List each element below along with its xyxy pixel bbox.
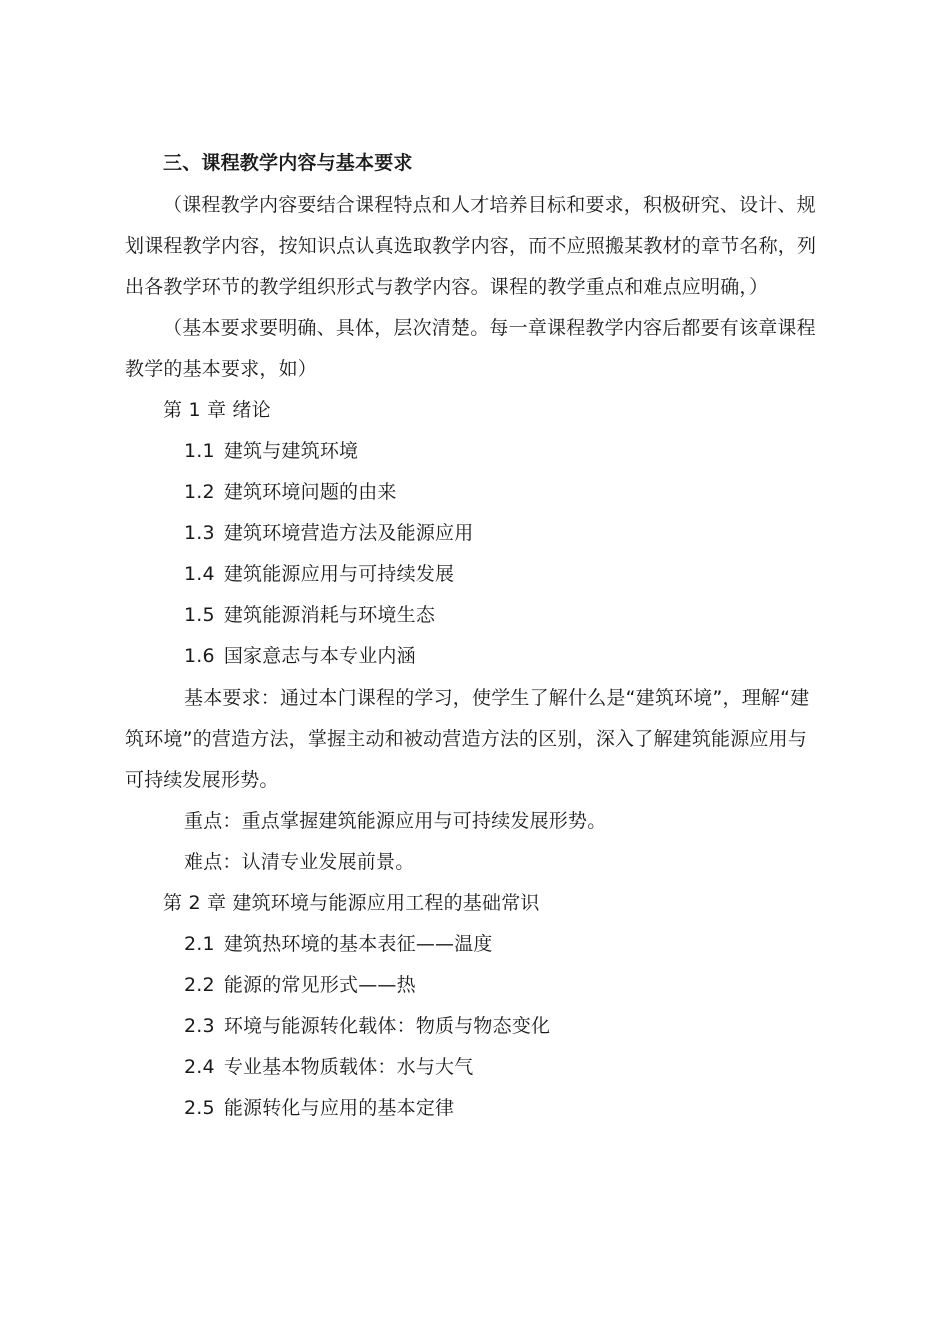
chapter-2-item [0,1011,950,1041]
item-text: 能源的常见形式——热 [223,974,416,996]
chapter-2-title: 第 2 章 建筑环境与能源应用工程的基础常识 [163,892,540,914]
chapter-1-item [0,477,950,507]
item-number: 2.2 [184,974,215,996]
chapter-1-item [0,641,950,671]
item-number: 2.3 [184,1015,215,1037]
item-number: 1.2 [184,481,215,503]
chapter-1-item [0,600,950,630]
item-text: 建筑环境问题的由来 [223,481,397,503]
chapter-1-key-point: 重点：重点掌握建筑能源应用与可持续发展形势。 [184,810,607,832]
item-number: 1.1 [184,440,215,462]
intro-line-3: 出各教学环节的教学组织形式与教学内容。课程的教学重点和难点应明确，） [125,276,769,298]
chapter-1-item [0,559,950,589]
item-number: 2.5 [184,1097,215,1119]
item-number: 1.3 [184,522,215,544]
item-text: 建筑与建筑环境 [223,440,359,462]
item-text: 国家意志与本专业内涵 [223,645,416,667]
item-text: 建筑能源应用与可持续发展 [223,563,455,585]
item-number: 2.4 [184,1056,215,1078]
chapter-2-item [0,1052,950,1082]
chapter-1-requirement-line-3: 可持续发展形势。 [125,769,279,791]
item-number: 2.1 [184,933,215,955]
item-text: 建筑环境营造方法及能源应用 [223,522,474,544]
item-text: 建筑能源消耗与环境生态 [223,604,436,626]
item-text: 专业基本物质载体：水与大气 [223,1056,474,1078]
requirement-note-line-1: （基本要求要明确、具体，层次清楚。每一章课程教学内容后都要有该章课程 [163,317,816,339]
intro-line-2: 划课程教学内容，按知识点认真选取教学内容，而不应照搬某教材的章节名称，列 [125,235,817,257]
item-number: 1.5 [184,604,215,626]
chapter-1-item [0,518,950,548]
item-number: 1.6 [184,645,215,667]
chapter-2-item [0,1093,950,1123]
intro-line-1: （课程教学内容要结合课程特点和人才培养目标和要求，积极研究、设计、规 [163,194,816,216]
item-text: 环境与能源转化载体：物质与物态变化 [223,1015,551,1037]
item-number: 1.4 [184,563,215,585]
chapter-2-item [0,929,950,959]
chapter-2-item [0,970,950,1000]
chapter-1-requirement-line-1: 基本要求：通过本门课程的学习，使学生了解什么是“建筑环境”，理解“建 [184,687,810,709]
chapter-1-requirement-line-2: 筑环境”的营造方法，掌握主动和被动营造方法的区别，深入了解建筑能源应用与 [125,728,808,750]
chapter-1-item [0,436,950,466]
chapter-1-difficulty: 难点：认清专业发展前景。 [184,851,415,873]
requirement-note-line-2: 教学的基本要求，如） [125,358,318,380]
item-text: 能源转化与应用的基本定律 [223,1097,455,1119]
section-title: 三、课程教学内容与基本要求 [163,152,413,174]
chapter-1-title: 第 1 章 绪论 [163,399,271,421]
item-text: 建筑热环境的基本表征——温度 [223,933,493,955]
